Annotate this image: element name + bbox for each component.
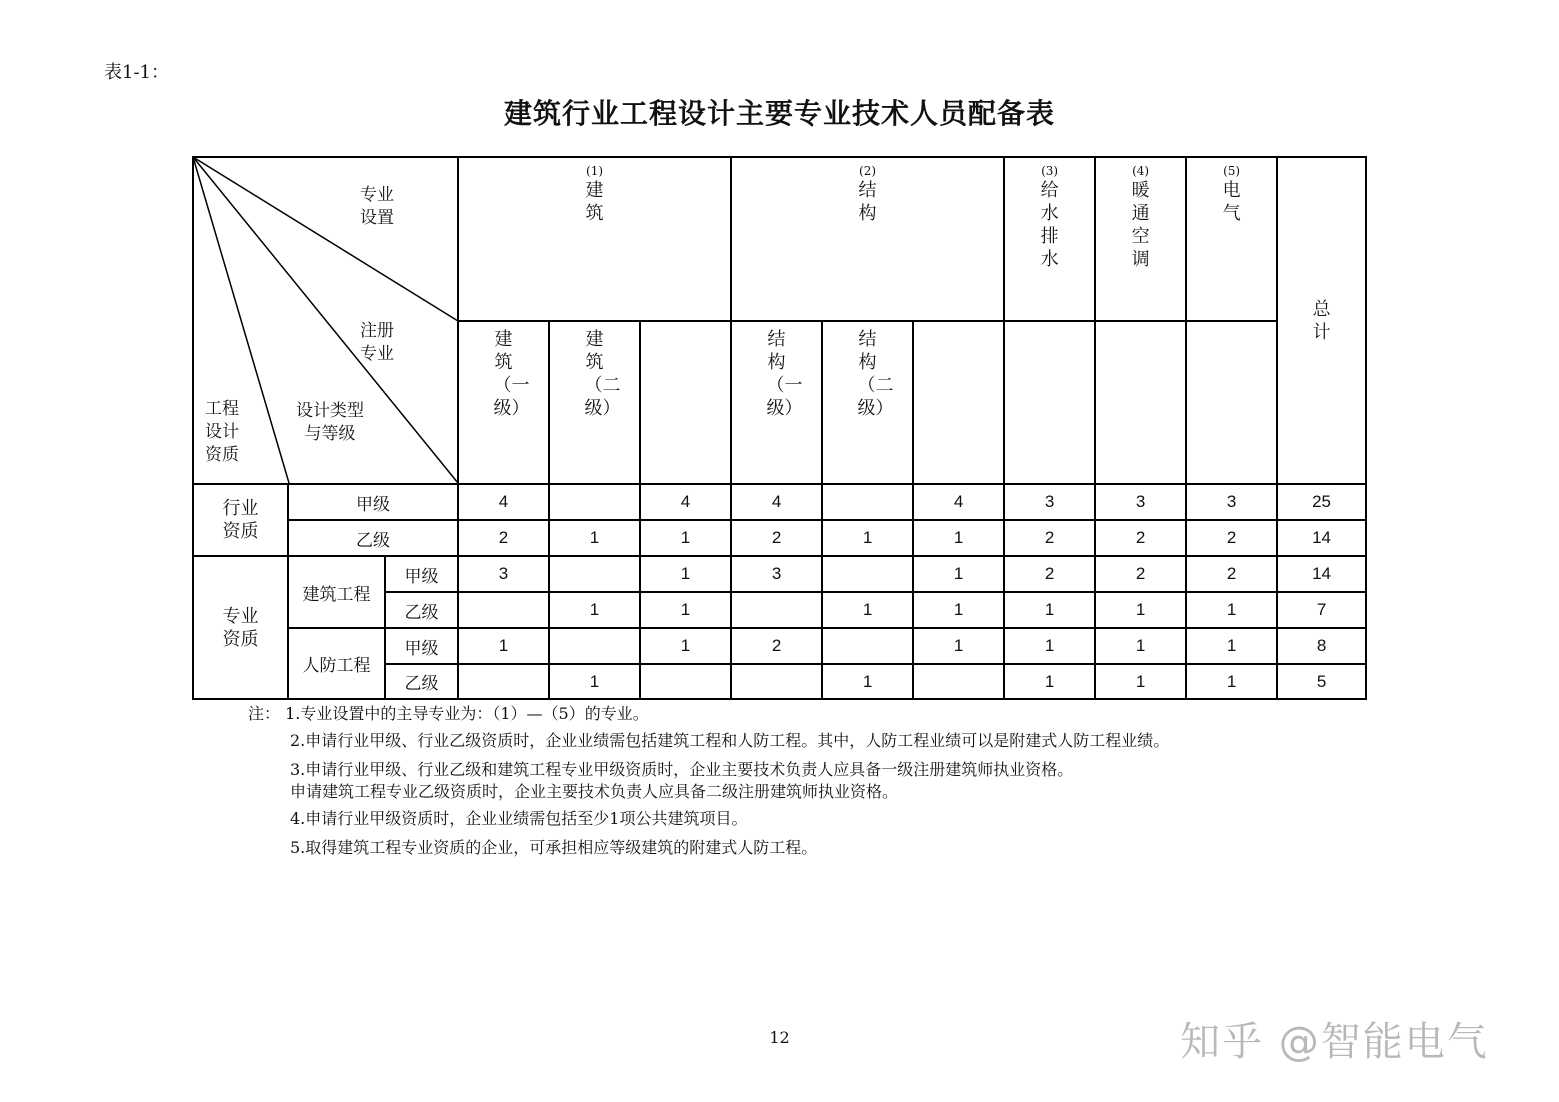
table-cell xyxy=(640,664,731,699)
note-4: 4.申请行业甲级资质时，企业业绩需包括至少1项公共建筑项目。 xyxy=(290,809,748,828)
row-grade: 甲级 xyxy=(385,556,458,592)
table-cell xyxy=(822,484,913,520)
diagonal-line xyxy=(193,157,458,321)
sub-header-empty xyxy=(1186,321,1277,484)
table-cell: 1 xyxy=(1095,628,1186,664)
sub-header xyxy=(731,321,822,484)
sub-header xyxy=(458,321,549,484)
page-title: 建筑行业工程设计主要专业技术人员配备表 xyxy=(503,97,1055,130)
table-cell: 1 xyxy=(1186,592,1277,628)
note-5: 5.取得建筑工程专业资质的企业，可承担相应等级建筑的附建式人防工程。 xyxy=(290,838,818,857)
table-cell: 3 xyxy=(1095,484,1186,520)
corner-label-design-type: 设计类型与等级 xyxy=(296,401,364,444)
table-cell: 1 xyxy=(1004,628,1095,664)
group-number: (4) xyxy=(1132,164,1150,178)
table-cell: 1 xyxy=(913,556,1004,592)
table-cell: 1 xyxy=(913,520,1004,556)
sub-header xyxy=(822,321,913,484)
table-cell: 4 xyxy=(458,484,549,520)
group-name: 建筑 xyxy=(585,180,604,224)
table-cell: 3 xyxy=(458,556,549,592)
table-row xyxy=(193,484,1366,520)
table-cell xyxy=(731,664,822,699)
table-cell-total: 25 xyxy=(1277,484,1366,520)
table-cell: 2 xyxy=(1186,556,1277,592)
sub-header-label: 结构（一级） xyxy=(766,329,803,419)
table-row xyxy=(193,628,1366,664)
table-cell: 1 xyxy=(913,628,1004,664)
group-name: 电气 xyxy=(1222,180,1241,224)
row-grade: 乙级 xyxy=(385,592,458,628)
table-cell: 1 xyxy=(640,556,731,592)
table-cell: 3 xyxy=(1186,484,1277,520)
table-cell: 1 xyxy=(1186,664,1277,699)
table-cell: 1 xyxy=(822,664,913,699)
row-grade: 甲级 xyxy=(385,628,458,664)
table-cell-total: 14 xyxy=(1277,556,1366,592)
group-header-structure xyxy=(731,157,1004,321)
sub-header-empty xyxy=(1004,321,1095,484)
table-row xyxy=(193,556,1366,592)
sub-header-label: 建筑（一级） xyxy=(493,329,530,419)
group-name: 给水排水 xyxy=(1040,180,1059,270)
note-2: 2.申请行业甲级、行业乙级资质时，企业业绩需包括建筑工程和人防工程。其中，人防工程业绩可以是附建式人防工程业绩。 xyxy=(290,731,1170,750)
group-number: (3) xyxy=(1041,164,1059,178)
table-cell: 1 xyxy=(1186,628,1277,664)
table-cell-total: 5 xyxy=(1277,664,1366,699)
table-cell: 2 xyxy=(1004,520,1095,556)
group-header-architecture xyxy=(458,157,731,321)
row-category-industry: 行业资质 xyxy=(193,484,288,556)
page-number: 12 xyxy=(769,1028,790,1047)
note-1: 注： 1.专业设置中的主导专业为：（1）—（5）的专业。 xyxy=(248,704,649,723)
table-cell: 4 xyxy=(640,484,731,520)
table-cell xyxy=(913,664,1004,699)
table-cell xyxy=(731,592,822,628)
table-cell: 4 xyxy=(731,484,822,520)
table-cell: 1 xyxy=(822,520,913,556)
table-cell: 1 xyxy=(549,520,640,556)
group-number: (5) xyxy=(1223,164,1241,178)
total-label: 总计 xyxy=(1312,298,1331,343)
table-cell: 2 xyxy=(458,520,549,556)
group-number: (1) xyxy=(586,164,604,178)
corner-label-discipline-setup: 专业设置 xyxy=(360,185,394,228)
corner-label-qualification: 工程设计资质 xyxy=(205,399,239,465)
table-cell: 1 xyxy=(640,520,731,556)
row-category-professional: 专业资质 xyxy=(193,556,288,699)
table-cell: 2 xyxy=(1186,520,1277,556)
table-cell-total: 7 xyxy=(1277,592,1366,628)
corner-label-registered-discipline: 注册专业 xyxy=(360,321,394,364)
group-header-water xyxy=(1004,157,1095,321)
table-cell: 4 xyxy=(913,484,1004,520)
row-grade: 甲级 xyxy=(288,484,458,520)
table-row xyxy=(193,520,1366,556)
table-cell: 2 xyxy=(731,628,822,664)
table-cell xyxy=(458,664,549,699)
table-label: 表1-1： xyxy=(104,62,169,83)
sub-header-label: 建筑（二级） xyxy=(584,329,621,419)
table-cell: 1 xyxy=(640,628,731,664)
sub-header xyxy=(913,321,1004,484)
group-name: 结构 xyxy=(858,180,877,224)
group-header-electrical xyxy=(1186,157,1277,321)
row-subcategory-building: 建筑工程 xyxy=(288,556,385,628)
table-cell: 1 xyxy=(640,592,731,628)
table-cell: 1 xyxy=(822,592,913,628)
sub-header xyxy=(549,321,640,484)
note-3b: 申请建筑工程专业乙级资质时，企业主要技术负责人应具备二级注册建筑师执业资格。 xyxy=(290,782,899,801)
table-cell: 1 xyxy=(1004,592,1095,628)
table-cell xyxy=(549,628,640,664)
staffing-table-wrapper xyxy=(192,156,1365,698)
row-subcategory-civil-defense: 人防工程 xyxy=(288,628,385,699)
table-cell-total: 8 xyxy=(1277,628,1366,664)
table-cell: 1 xyxy=(549,664,640,699)
table-cell: 1 xyxy=(1095,664,1186,699)
table-cell: 2 xyxy=(1095,556,1186,592)
note-3a: 3.申请行业甲级、行业乙级和建筑工程专业甲级资质时，企业主要技术负责人应具备一级注册建筑师执业资格。 xyxy=(290,760,1074,779)
table-cell: 1 xyxy=(1004,664,1095,699)
table-cell xyxy=(822,556,913,592)
table-cell xyxy=(549,556,640,592)
group-header-hvac xyxy=(1095,157,1186,321)
table-cell: 2 xyxy=(1004,556,1095,592)
group-number: (2) xyxy=(859,164,877,178)
table-cell: 1 xyxy=(913,592,1004,628)
sub-header-empty xyxy=(1095,321,1186,484)
table-cell: 3 xyxy=(1004,484,1095,520)
row-grade: 乙级 xyxy=(385,664,458,699)
sub-header xyxy=(640,321,731,484)
watermark: 知乎 @智能电气 xyxy=(1180,1019,1489,1065)
table-cell: 3 xyxy=(731,556,822,592)
table-cell: 1 xyxy=(1095,592,1186,628)
table-cell xyxy=(458,592,549,628)
table-cell xyxy=(549,484,640,520)
table-cell: 2 xyxy=(731,520,822,556)
table-cell: 1 xyxy=(549,592,640,628)
table-cell-total: 14 xyxy=(1277,520,1366,556)
table-cell xyxy=(822,628,913,664)
total-header xyxy=(1277,157,1366,484)
group-name: 暖通空调 xyxy=(1131,180,1150,270)
table-cell: 2 xyxy=(1095,520,1186,556)
table-cell: 1 xyxy=(458,628,549,664)
row-grade: 乙级 xyxy=(288,520,458,556)
sub-header-label: 结构（二级） xyxy=(857,329,894,419)
